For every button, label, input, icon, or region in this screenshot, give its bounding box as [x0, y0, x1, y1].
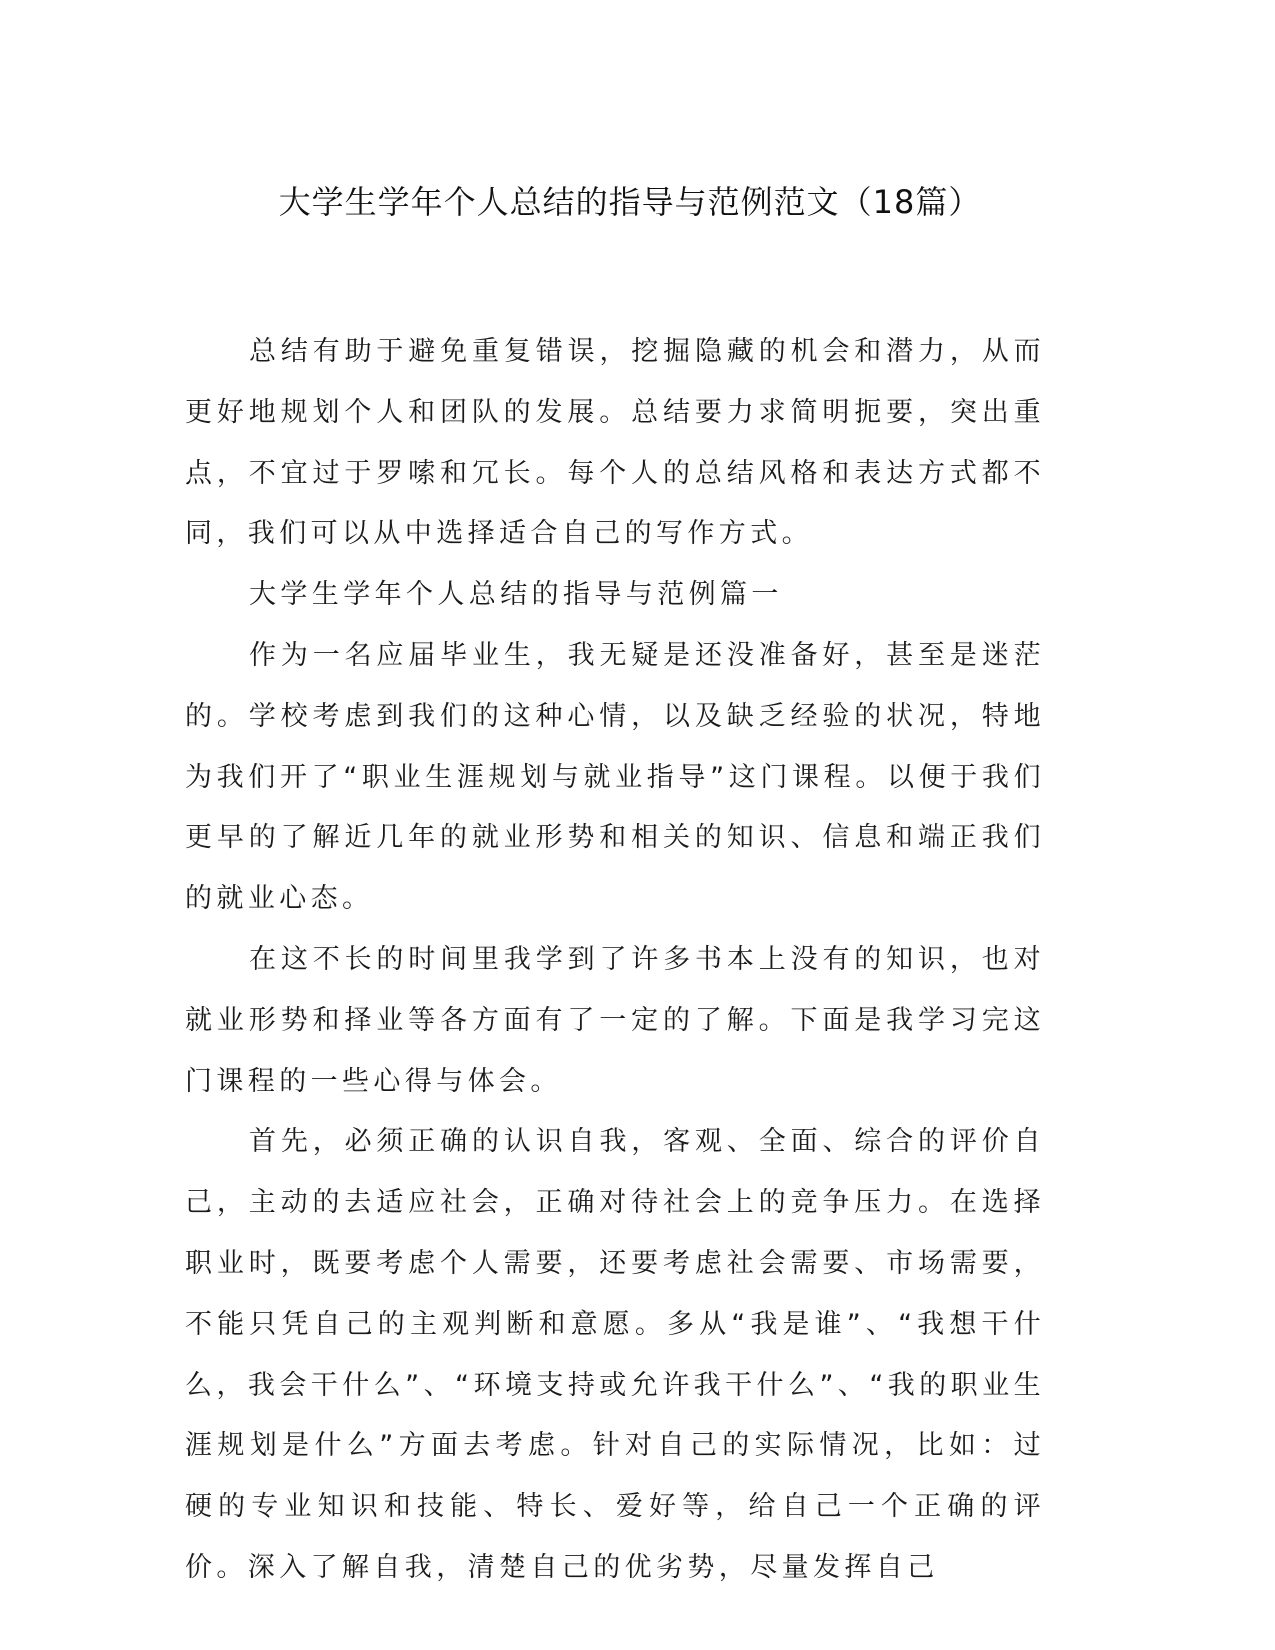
document-body [185, 322, 1045, 1599]
body-paragraph: 作为一名应届毕业生，我无疑是还没准备好，甚至是迷茫的。学校考虑到我们的这种心情，以及缺乏经验的状况，特地为我们开了“职业生涯规划与就业指导”这门课程。以便于我们更早的了解近几年的就业形势和相关的知识、信息和端正我们的就业心态。 [185, 639, 1045, 915]
section-heading: 大学生学年个人总结的指导与范例篇一 [249, 579, 783, 611]
document-title: 大学生学年个人总结的指导与范例范文（18篇） [278, 183, 982, 221]
intro-paragraph: 总结有助于避免重复错误，挖掘隐藏的机会和潜力，从而更好地规划个人和团队的发展。总结要力求简明扼要，突出重点，不宜过于罗嗦和冗长。每个人的总结风格和表达方式都不同，我们可以从中选择适合自己的写作方式。 [185, 336, 1045, 550]
body-paragraph: 在这不长的时间里我学到了许多书本上没有的知识，也对就业形势和择业等各方面有了一定的了解。下面是我学习完这门课程的一些心得与体会。 [185, 943, 1045, 1097]
body-paragraph: 首先，必须正确的认识自我，客观、全面、综合的评价自己，主动的去适应社会，正确对待社会上的竞争压力。在选择职业时，既要考虑个人需要，还要考虑社会需要、市场需要，不能只凭自己的主观判断和意愿。多从“我是谁”、“我想干什么，我会干什么”、“环境支持或允许我干什么”、“我的职业生涯规划是什么”方面去考虑。针对自己的实际情况，比如：过硬的专业知识和技能、特长、爱好等，给自己一个正确的评价。深入了解自我，清楚自己的优劣势，尽量发挥自己 [185, 1126, 1045, 1583]
